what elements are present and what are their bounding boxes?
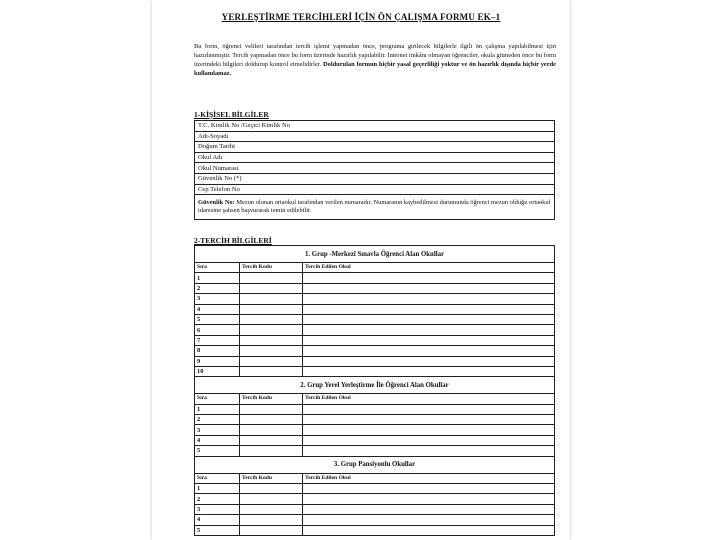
table-row bbox=[195, 404, 555, 414]
column-header-row bbox=[195, 473, 555, 483]
row-number: 3 bbox=[195, 425, 240, 435]
school-cell[interactable] bbox=[303, 446, 555, 456]
document-title: YERLEŞTİRME TERCİHLERİ İÇİN ÖN ÇALIŞMA FORMU EK–1 bbox=[221, 12, 501, 22]
code-cell[interactable] bbox=[240, 484, 303, 494]
row-number: 9 bbox=[195, 356, 240, 366]
field-okul-numarasi[interactable]: Okul Numarası bbox=[195, 163, 555, 174]
school-cell[interactable] bbox=[303, 273, 555, 283]
code-cell[interactable] bbox=[240, 404, 303, 414]
code-cell[interactable] bbox=[240, 304, 303, 314]
column-header-row bbox=[195, 263, 555, 273]
table-row bbox=[195, 142, 555, 153]
col-header-tercih-kodu: Tercih Kodu bbox=[240, 473, 303, 483]
group-header-row bbox=[195, 246, 555, 263]
table-row bbox=[195, 184, 555, 195]
security-number-note bbox=[195, 195, 555, 220]
col-header-sira: Sıra bbox=[195, 263, 240, 273]
table-row bbox=[195, 314, 555, 324]
group-2-title: 2. Grup Yerel Yerleştirme İle Öğrenci Alan Okullar bbox=[195, 377, 555, 394]
table-row bbox=[195, 346, 555, 356]
row-number: 1 bbox=[195, 484, 240, 494]
row-number: 4 bbox=[195, 515, 240, 525]
table-row bbox=[195, 415, 555, 425]
school-cell[interactable] bbox=[303, 494, 555, 504]
preferences-section-heading: 2-TERCİH BİLGİLERİ bbox=[194, 236, 272, 245]
code-cell[interactable] bbox=[240, 366, 303, 376]
code-cell[interactable] bbox=[240, 446, 303, 456]
table-row bbox=[195, 494, 555, 504]
group-1-title: 1. Grup -Merkezî Sınavla Öğrenci Alan Okullar bbox=[195, 246, 555, 263]
intro-bold-text: Doldurulan formun hiçbir yasal geçerliliği yoktur ve ön hazırlık dışında hiçbir yerde kullanılamaz. bbox=[194, 60, 556, 77]
school-cell[interactable] bbox=[303, 404, 555, 414]
preference-groups-table bbox=[194, 245, 555, 536]
school-cell[interactable] bbox=[303, 435, 555, 445]
note-label: Güvenlik No: bbox=[198, 199, 235, 207]
school-cell[interactable] bbox=[303, 515, 555, 525]
row-number: 2 bbox=[195, 415, 240, 425]
table-row bbox=[195, 131, 555, 142]
code-cell[interactable] bbox=[240, 335, 303, 345]
col-header-sira: Sıra bbox=[195, 473, 240, 483]
table-row bbox=[195, 283, 555, 293]
intro-text: Bu form, öğrenci velileri tarafından tercih işlemi yapmadan önce, programa girilecek bilgilerle ilgili ön çalışma yapılabilmesi için hazırlanmıştır. Tercih yapmadan önce bu form üzerinde hazırlık yapılabilir. İnternet imkânı olmayan öğrenciler, okula gitmeden önce bu form üzerindeki bilgileri doldurup kontrol etmelidirler. bbox=[194, 43, 556, 68]
table-row bbox=[195, 152, 555, 163]
personal-section-heading: 1-KİŞİSEL BİLGİLER bbox=[194, 110, 269, 119]
code-cell[interactable] bbox=[240, 283, 303, 293]
col-header-tercih-kodu: Tercih Kodu bbox=[240, 394, 303, 404]
school-cell[interactable] bbox=[303, 504, 555, 514]
code-cell[interactable] bbox=[240, 273, 303, 283]
table-row bbox=[195, 356, 555, 366]
row-number: 5 bbox=[195, 446, 240, 456]
field-adi-soyadi[interactable]: Adı-Soyadı bbox=[195, 131, 555, 142]
table-row bbox=[195, 195, 555, 220]
code-cell[interactable] bbox=[240, 525, 303, 535]
school-cell[interactable] bbox=[303, 346, 555, 356]
school-cell[interactable] bbox=[303, 425, 555, 435]
school-cell[interactable] bbox=[303, 325, 555, 335]
code-cell[interactable] bbox=[240, 504, 303, 514]
table-row bbox=[195, 163, 555, 174]
col-header-tercih-edilen-okul: Tercih Edilen Okul bbox=[303, 394, 555, 404]
col-header-tercih-edilen-okul: Tercih Edilen Okul bbox=[303, 473, 555, 483]
code-cell[interactable] bbox=[240, 314, 303, 324]
personal-info-table bbox=[194, 120, 555, 220]
field-dogum-tarihi[interactable]: Doğum Tarihi bbox=[195, 142, 555, 153]
table-row bbox=[195, 525, 555, 535]
row-number: 8 bbox=[195, 346, 240, 356]
intro-paragraph bbox=[194, 43, 556, 79]
row-number: 2 bbox=[195, 494, 240, 504]
row-number: 3 bbox=[195, 294, 240, 304]
table-row bbox=[195, 435, 555, 445]
table-row bbox=[195, 425, 555, 435]
table-row bbox=[195, 335, 555, 345]
school-cell[interactable] bbox=[303, 294, 555, 304]
col-header-tercih-kodu: Tercih Kodu bbox=[240, 263, 303, 273]
school-cell[interactable] bbox=[303, 283, 555, 293]
note-text: Mezun olunan ortaokul tarafından verilen numaradır. Numaranın kaybedilmesi durumunda öğrenci mezun olduğu ortaokul idaresine şahsen başvurarak temin edilebilir. bbox=[198, 199, 551, 215]
table-row bbox=[195, 366, 555, 376]
table-row bbox=[195, 446, 555, 456]
table-row bbox=[195, 294, 555, 304]
school-cell[interactable] bbox=[303, 415, 555, 425]
table-row bbox=[195, 173, 555, 184]
table-row bbox=[195, 484, 555, 494]
table-row bbox=[195, 304, 555, 314]
field-okul-adi[interactable]: Okul Adı bbox=[195, 152, 555, 163]
code-cell[interactable] bbox=[240, 356, 303, 366]
table-row bbox=[195, 515, 555, 525]
row-number: 2 bbox=[195, 283, 240, 293]
table-row bbox=[195, 121, 555, 132]
group-header-row bbox=[195, 456, 555, 473]
row-number: 1 bbox=[195, 273, 240, 283]
row-number: 5 bbox=[195, 525, 240, 535]
code-cell[interactable] bbox=[240, 515, 303, 525]
row-number: 3 bbox=[195, 504, 240, 514]
table-row bbox=[195, 504, 555, 514]
row-number: 5 bbox=[195, 314, 240, 324]
school-cell[interactable] bbox=[303, 304, 555, 314]
field-guvenlik-no[interactable]: Güvenlik No (*) bbox=[195, 173, 555, 184]
school-cell[interactable] bbox=[303, 335, 555, 345]
code-cell[interactable] bbox=[240, 435, 303, 445]
school-cell[interactable] bbox=[303, 525, 555, 535]
school-cell[interactable] bbox=[303, 484, 555, 494]
row-number: 10 bbox=[195, 366, 240, 376]
row-number: 4 bbox=[195, 435, 240, 445]
document-page bbox=[152, 0, 570, 540]
code-cell[interactable] bbox=[240, 494, 303, 504]
code-cell[interactable] bbox=[240, 425, 303, 435]
column-header-row bbox=[195, 394, 555, 404]
row-number: 1 bbox=[195, 404, 240, 414]
field-tc-kimlik-no[interactable]: T.C. Kimlik No /Geçici Kimlik No bbox=[195, 121, 555, 132]
col-header-tercih-edilen-okul: Tercih Edilen Okul bbox=[303, 263, 555, 273]
field-cep-telefon-no[interactable]: Cep Telefon No bbox=[195, 184, 555, 195]
table-row bbox=[195, 325, 555, 335]
table-row bbox=[195, 273, 555, 283]
school-cell[interactable] bbox=[303, 366, 555, 376]
group-header-row bbox=[195, 377, 555, 394]
code-cell[interactable] bbox=[240, 415, 303, 425]
code-cell[interactable] bbox=[240, 346, 303, 356]
row-number: 6 bbox=[195, 325, 240, 335]
school-cell[interactable] bbox=[303, 314, 555, 324]
col-header-sira: Sıra bbox=[195, 394, 240, 404]
row-number: 4 bbox=[195, 304, 240, 314]
school-cell[interactable] bbox=[303, 356, 555, 366]
row-number: 7 bbox=[195, 335, 240, 345]
code-cell[interactable] bbox=[240, 325, 303, 335]
code-cell[interactable] bbox=[240, 294, 303, 304]
group-3-title: 3. Grup Pansiyonlu Okullar bbox=[195, 456, 555, 473]
